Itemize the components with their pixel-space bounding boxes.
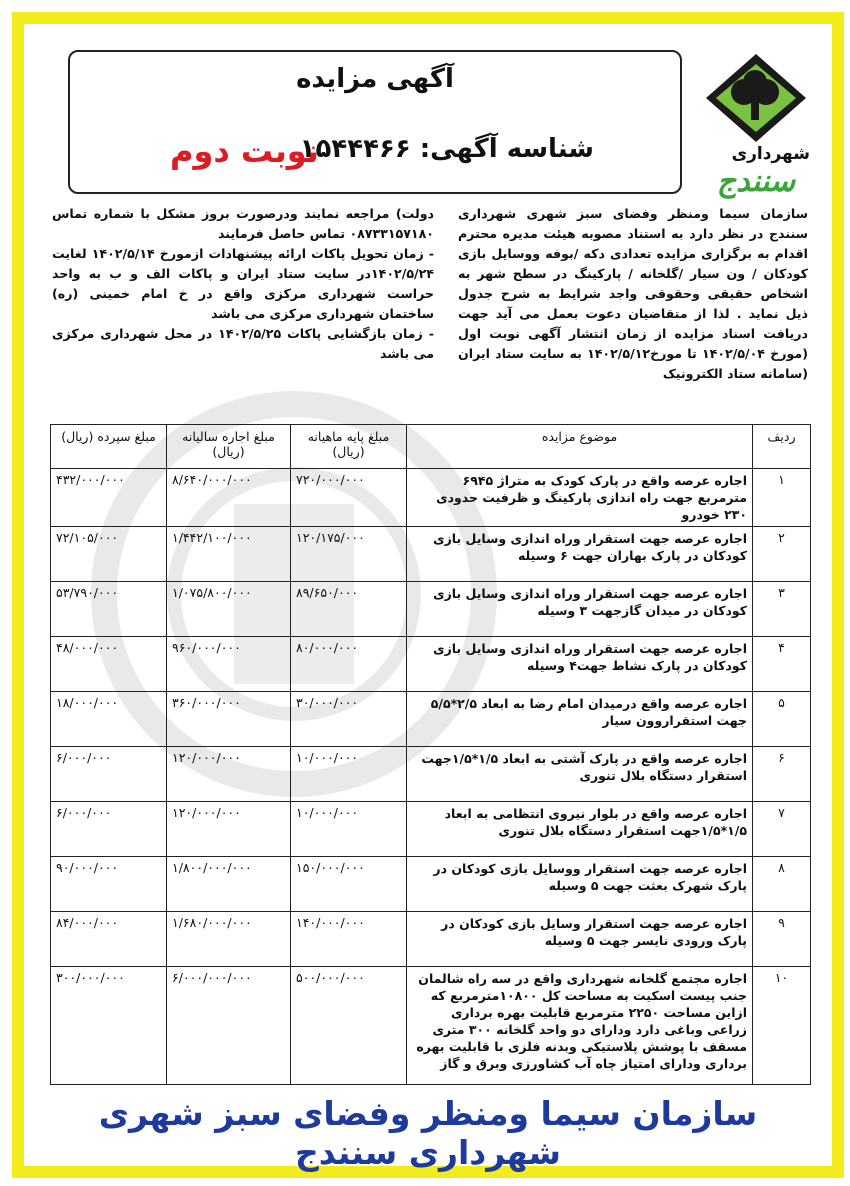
- row-subject: اجاره عرصه واقع در بلوار نیروی انتظامی به ابعاد ۱/۵*۱/۵جهت استقرار دستگاه بلال تنوری: [407, 802, 753, 857]
- table-row: [51, 912, 811, 967]
- row-number: ۱۰: [753, 967, 811, 1085]
- row-subject: اجاره عرصه جهت استقرار وسایل بازی کودکان در پارک ورودی نایسر جهت ۵ وسیله: [407, 912, 753, 967]
- row-subject: اجاره عرصه جهت استقرار وراه اندازی وسایل بازی کودکان در پارک بهاران جهت ۶ وسیله: [407, 527, 753, 582]
- row-yearly: ۹۶۰/۰۰۰/۰۰۰: [167, 637, 291, 692]
- delivery-note: - زمان تحویل پاکات ارائه پیشنهادات ازمورخ ۱۴۰۲/۵/۱۴ لغایت ۱۴۰۲/۵/۲۴در سایت ستاد ایران و پاکات الف و ب به واحد حراست شهرداری مرکزی واقع در خ امام خمینی (ره) ساختمان شهرداری مرکزی می باشد: [52, 246, 435, 321]
- row-yearly: ۱/۸۰۰/۰۰۰/۰۰۰: [167, 857, 291, 912]
- row-monthly: ۳۰/۰۰۰/۰۰۰: [291, 692, 407, 747]
- page-frame: [12, 12, 844, 1178]
- row-deposit: ۳۰۰/۰۰۰/۰۰۰: [51, 967, 167, 1085]
- intro-left-column: [52, 204, 434, 364]
- row-deposit: ۴۸/۰۰۰/۰۰۰: [51, 637, 167, 692]
- row-monthly: ۱۲۰/۱۷۵/۰۰۰: [291, 527, 407, 582]
- row-number: ۴: [753, 637, 811, 692]
- row-yearly: ۶/۰۰۰/۰۰۰/۰۰۰: [167, 967, 291, 1085]
- round-label: نوبت دوم: [170, 132, 319, 170]
- row-number: ۹: [753, 912, 811, 967]
- row-monthly: ۷۲۰/۰۰۰/۰۰۰: [291, 469, 407, 527]
- notice-id: شناسه آگهی: ۱۵۴۴۴۶۶: [299, 134, 594, 164]
- row-deposit: ۸۴/۰۰۰/۰۰۰: [51, 912, 167, 967]
- row-subject: اجاره مجتمع گلخانه شهرداری واقع در سه راه شالمان جنب پیست اسکیت به مساحت کل ۱۰۸۰۰مترمربع که ازاین مساحت ۲۲۵۰ مترمربع قابلیت بهره برداری زراعی وباغی دارد ودارای دو واحد گلخانه ۳۰۰ متری مسقف با پوشش پلاستیکی وبدنه فلزی با قابلیت بهره برداری ودارای امتیاز چاه آب کشاورزی وبرق و گاز: [407, 967, 753, 1085]
- row-subject: اجاره عرصه جهت استقرار ووسایل بازی کودکان در پارک شهرک بعثت جهت ۵ وسیله: [407, 857, 753, 912]
- row-yearly: ۱/۰۷۵/۸۰۰/۰۰۰: [167, 582, 291, 637]
- row-monthly: ۱۴۰/۰۰۰/۰۰۰: [291, 912, 407, 967]
- row-monthly: ۵۰۰/۰۰۰/۰۰۰: [291, 967, 407, 1085]
- row-deposit: ۶/۰۰۰/۰۰۰: [51, 802, 167, 857]
- tree-emblem-icon: [700, 52, 812, 144]
- row-deposit: ۶/۰۰۰/۰۰۰: [51, 747, 167, 802]
- row-subject: اجاره عرصه واقع در پارک آشتی به ابعاد ۱/۵*۱/۵جهت استقرار دستگاه بلال تنوری: [407, 747, 753, 802]
- row-number: ۸: [753, 857, 811, 912]
- row-number: ۲: [753, 527, 811, 582]
- row-yearly: ۱۲۰/۰۰۰/۰۰۰: [167, 802, 291, 857]
- row-deposit: ۷۲/۱۰۵/۰۰۰: [51, 527, 167, 582]
- row-number: ۳: [753, 582, 811, 637]
- row-subject: اجاره عرصه واقع درمیدان امام رضا به ابعاد ۲/۵*۵/۵ جهت استقراروون سیار: [407, 692, 753, 747]
- row-yearly: ۱/۶۸۰/۰۰۰/۰۰۰: [167, 912, 291, 967]
- municipality-logo: [700, 52, 812, 202]
- title-box: [68, 50, 682, 194]
- logo-wordmark: سنندج: [716, 164, 796, 199]
- header-yearly: مبلغ اجاره سالیانه (ریال): [167, 425, 291, 469]
- table-row: [51, 637, 811, 692]
- row-deposit: ۱۸/۰۰۰/۰۰۰: [51, 692, 167, 747]
- header-row: ردیف: [753, 425, 811, 469]
- row-monthly: ۱۰/۰۰۰/۰۰۰: [291, 802, 407, 857]
- table-row: [51, 747, 811, 802]
- row-number: ۷: [753, 802, 811, 857]
- table-row: [51, 802, 811, 857]
- table-row: [51, 692, 811, 747]
- row-number: ۵: [753, 692, 811, 747]
- row-subject: اجاره عرصه جهت استقرار وراه اندازی وسایل بازی کودکان در میدان گازجهت ۳ وسیله: [407, 582, 753, 637]
- row-subject: اجاره عرصه جهت استقرار وراه اندازی وسایل بازی کودکان در پارک نشاط جهت۴ وسیله: [407, 637, 753, 692]
- row-deposit: ۵۳/۷۹۰/۰۰۰: [51, 582, 167, 637]
- table-row: [51, 857, 811, 912]
- footer-organization: سازمان سیما ومنظر وفضای سبز شهری شهرداری سنندج: [98, 1094, 758, 1172]
- header-subject: موضوع مزایده: [407, 425, 753, 469]
- table-row: [51, 967, 811, 1085]
- contact-note: دولت) مراجعه نمایند ودرصورت بروز مشکل با شماره تماس ۰۸۷۳۳۱۵۷۱۸۰ تماس حاصل فرمایند: [52, 206, 434, 241]
- row-deposit: ۴۳۲/۰۰۰/۰۰۰: [51, 469, 167, 527]
- opening-note: - زمان بازگشایی پاکات ۱۴۰۲/۵/۲۵ در محل شهرداری مرکزی می باشد: [52, 326, 434, 361]
- row-yearly: ۱/۴۴۲/۱۰۰/۰۰۰: [167, 527, 291, 582]
- logo-label: شهرداری: [731, 144, 810, 164]
- table-row: [51, 582, 811, 637]
- row-monthly: ۸۹/۶۵۰/۰۰۰: [291, 582, 407, 637]
- row-yearly: ۸/۶۴۰/۰۰۰/۰۰۰: [167, 469, 291, 527]
- row-monthly: ۸۰/۰۰۰/۰۰۰: [291, 637, 407, 692]
- row-number: ۱: [753, 469, 811, 527]
- intro-paragraph: سازمان سیما ومنظر وفضای سبز شهری شهرداری سنندج در نظر دارد به استناد مصوبه هیئت مدیره محترم اقدام به برگزاری مزایده تعدادی دکه /بوفه ووسایل بازی کودکان / ون سیار /گلخانه / پارکینگ در سطح شهر به اشخاص حقیقی وحقوقی واجد شرایط به شرح جدول ذیل نماید . لذا از متقاضیان دعوت بعمل می آید جهت دریافت اسناد مزایده از زمان انتشار آگهی نوبت اول (مورخ ۱۴۰۲/۵/۰۴ تا مورخ۱۴۰۲/۵/۱۲ به سایت ستاد ایران (سامانه ستاد الکترونیک: [458, 206, 808, 381]
- header-monthly: مبلغ پایه ماهیانه (ریال): [291, 425, 407, 469]
- row-monthly: ۱۰/۰۰۰/۰۰۰: [291, 747, 407, 802]
- table-row: [51, 527, 811, 582]
- table-row: [51, 469, 811, 527]
- row-yearly: ۱۲۰/۰۰۰/۰۰۰: [167, 747, 291, 802]
- auction-table: [50, 424, 811, 1085]
- row-number: ۶: [753, 747, 811, 802]
- page-content: [24, 24, 832, 1172]
- row-yearly: ۳۶۰/۰۰۰/۰۰۰: [167, 692, 291, 747]
- header-deposit: مبلغ سپرده (ریال): [51, 425, 167, 469]
- page-title: آگهی مزایده: [296, 64, 454, 94]
- row-subject: اجاره عرصه واقع در پارک کودک به متراژ ۶۹۴۵ مترمربع جهت راه اندازی پارکینگ و ظرفیت حدودی ۲۳۰ خودرو: [407, 469, 753, 527]
- row-monthly: ۱۵۰/۰۰۰/۰۰۰: [291, 857, 407, 912]
- row-deposit: ۹۰/۰۰۰/۰۰۰: [51, 857, 167, 912]
